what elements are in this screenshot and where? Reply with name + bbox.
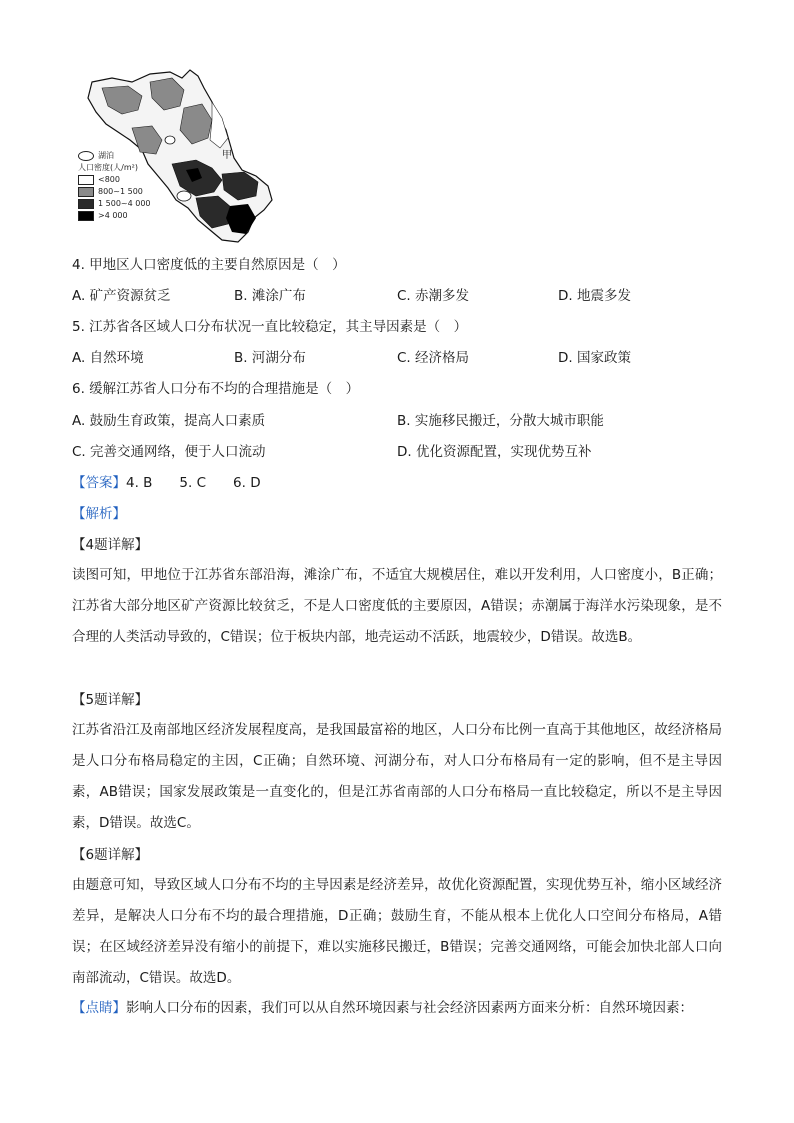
map-legend [78,150,151,222]
legend-lake-row [78,150,151,162]
legend-swatch-black [78,211,94,221]
answer-text: 4. B 5. C 6. D [126,475,261,491]
legend-lake-label: 湖泊 [98,151,114,160]
detail-4-title: 【4题详解】 [72,537,149,553]
legend-item [78,174,151,186]
detail-5-title: 【5题详解】 [72,692,149,708]
q5-option-c: C. 经济格局 [397,350,470,366]
q6-option-a: A. 鼓励生育政策，提高人口素质 [72,413,266,429]
answer-line [72,473,261,493]
q5-option-a: A. 自然环境 [72,350,144,366]
comment-line [72,996,722,1020]
comment-tag: 【点睛】 [72,1000,126,1016]
detail-6-title: 【6题详解】 [72,847,149,863]
answer-tag: 【答案】 [72,475,126,491]
legend-item [78,210,151,222]
legend-item [78,198,151,210]
q4-option-b: B. 滩涂广布 [234,288,306,304]
legend-swatch-grey [78,187,94,197]
q6-option-b: B. 实施移民搬迁，分散大城市职能 [397,413,604,429]
q4-option-c: C. 赤潮多发 [397,288,470,304]
q4-option-d: D. 地震多发 [558,288,631,304]
legend-label: <800 [98,175,120,184]
legend-swatch-white [78,175,94,185]
q6-option-c: C. 完善交通网络，便于人口流动 [72,444,266,460]
map-label-jia: 甲 [222,150,232,161]
comment-text: 影响人口分布的因素，我们可以从自然环境因素与社会经济因素两方面来分析：自然环境因素： [126,1000,693,1016]
question-6-stem: 6. 缓解江苏省人口分布不均的合理措施是（ ） [72,381,360,397]
q5-option-d: D. 国家政策 [558,350,631,366]
legend-item [78,186,151,198]
q5-option-b: B. 河湖分布 [234,350,306,366]
q4-option-a: A. 矿产资源贫乏 [72,288,171,304]
legend-title [78,162,151,174]
legend-label: 1 500~4 000 [98,199,151,208]
lake-icon [78,151,94,161]
legend-label: >4 000 [98,211,128,220]
detail-4-text: 读图可知，甲地位于江苏省东部沿海，滩涂广布，不适宜大规模居住，难以开发利用，人口密度小，B正确；江苏省大部分地区矿产资源比较贫乏，不是人口密度低的主要原因，A错误；赤潮属于海洋水污染现象，是不合理的人类活动导致的，C错误；位于板块内部，地壳运动不活跃，地震较少，D错误。故选B。 [72,567,722,645]
question-4-stem: 4. 甲地区人口密度低的主要自然原因是（ ） [72,257,346,273]
detail-5-text: 江苏省沿江及南部地区经济发展程度高，是我国最富裕的地区，人口分布比例一直高于其他地区，故经济格局是人口分布格局稳定的主因，C正确；自然环境、河湖分布，对人口分布格局有一定的影响，但不是主导因素，AB错误；国家发展政策是一直变化的，但是江苏省南部的人口分布格局一直比较稳定，所以不是主导因素，D错误。故选C。 [72,722,722,831]
legend-title-text: 人口密度(人/m²) [78,163,138,172]
question-5-stem: 5. 江苏省各区域人口分布状况一直比较稳定，其主导因素是（ ） [72,319,468,335]
legend-label: 800~1 500 [98,187,143,196]
legend-swatch-dark [78,199,94,209]
q6-option-d: D. 优化资源配置，实现优势互补 [397,444,592,460]
detail-6-text: 由题意可知，导致区域人口分布不均的主导因素是经济差异，故优化资源配置，实现优势互补，缩小区域经济差异，是解决人口分布不均的最合理措施，D正确；鼓励生育，不能从根本上优化人口空间分布格局，A错误；在区域经济差异没有缩小的前提下，难以实施移民搬迁，B错误；完善交通网络，可能会加快北部人口向南部流动，C错误。故选D。 [72,877,722,986]
analysis-tag: 【解析】 [72,506,126,522]
